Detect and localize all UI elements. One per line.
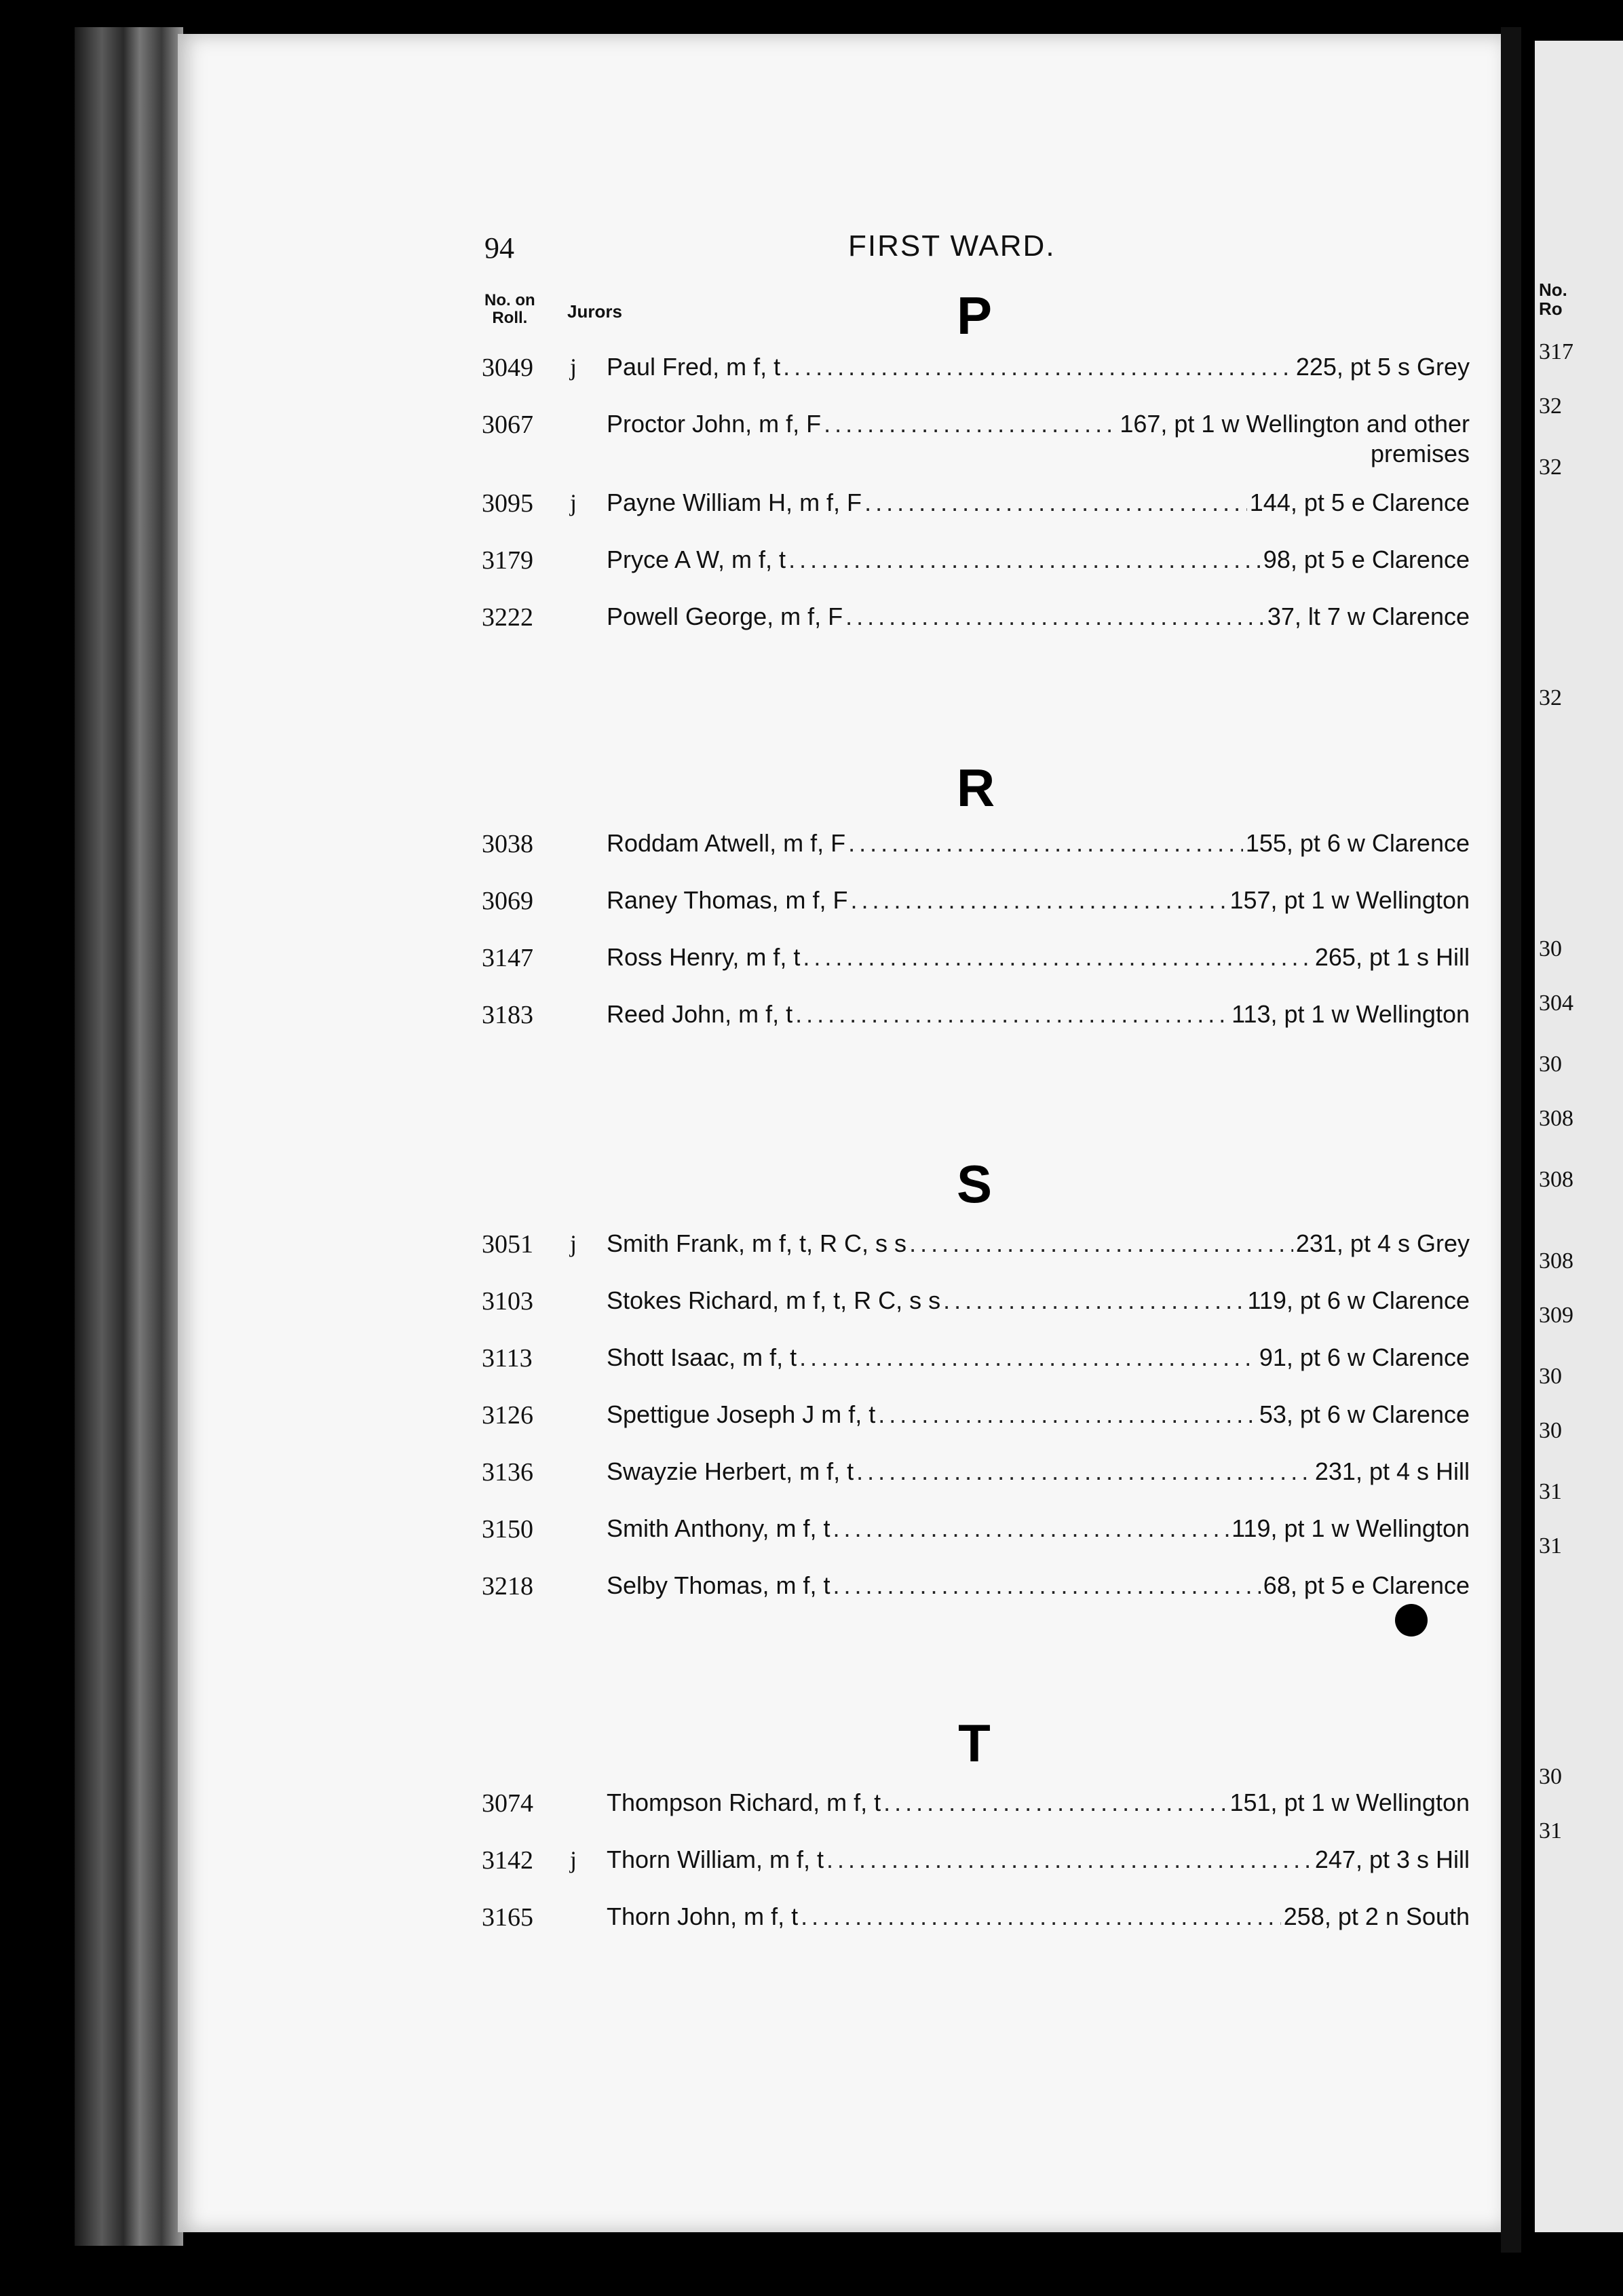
elector-name: Roddam Atwell, m f, F	[607, 829, 846, 857]
roll-entry	[482, 1000, 1470, 1034]
adjacent-page-number: 308	[1539, 1106, 1573, 1131]
page-gutter	[1501, 27, 1521, 2253]
roll-number: 3067	[482, 410, 533, 439]
elector-name: Spettigue Joseph J m f, t	[607, 1400, 876, 1428]
juror-mark: j	[570, 1230, 577, 1257]
elector-name: Shott Isaac, m f, t	[607, 1343, 797, 1371]
adjacent-page	[1535, 41, 1623, 2232]
property-description: 231, pt 4 s Grey	[1295, 1229, 1470, 1257]
elector-name: Reed John, m f, t	[607, 1000, 793, 1028]
roll-entry	[482, 410, 1470, 471]
roll-number: 3051	[482, 1230, 533, 1259]
elector-name: Powell George, m f, F	[607, 602, 843, 630]
property-description: 258, pt 2 n South	[1283, 1902, 1470, 1930]
roll-number: 3126	[482, 1401, 533, 1430]
adjacent-page-number: 30	[1539, 1764, 1562, 1789]
elector-name: Smith Frank, m f, t, R C, s s	[607, 1229, 907, 1257]
elector-name: Raney Thomas, m f, F	[607, 886, 848, 914]
roll-entry	[482, 602, 1470, 636]
roll-entry	[482, 886, 1470, 920]
roll-number: 3095	[482, 489, 533, 518]
roll-entry	[482, 1845, 1470, 1879]
elector-name: Thorn William, m f, t	[607, 1845, 824, 1873]
adjacent-page-number: 304	[1539, 991, 1573, 1016]
roll-entry	[482, 1571, 1470, 1605]
roll-entry	[482, 1229, 1470, 1263]
roll-number: 3147	[482, 944, 533, 972]
ink-blot	[1395, 1604, 1428, 1637]
adjacent-page-number: 32	[1539, 394, 1562, 419]
adjacent-page-number: 30	[1539, 936, 1562, 961]
roll-entry	[482, 1902, 1470, 1936]
elector-name: Thompson Richard, m f, t	[607, 1788, 881, 1816]
adjacent-page-number: 309	[1539, 1303, 1573, 1328]
property-continuation: premises	[1370, 440, 1470, 467]
roll-number: 3142	[482, 1846, 533, 1875]
roll-number: 3038	[482, 830, 533, 858]
property-description: 265, pt 1 s Hill	[1314, 943, 1470, 971]
juror-mark: j	[570, 489, 577, 516]
adjacent-page-number: 31	[1539, 1533, 1562, 1558]
roll-number: 3103	[482, 1287, 533, 1316]
roll-number: 3179	[482, 546, 533, 575]
property-description: 231, pt 4 s Hill	[1314, 1457, 1470, 1485]
adjacent-page-number: 30	[1539, 1052, 1562, 1077]
property-description: 119, pt 6 w Clarence	[1247, 1286, 1470, 1314]
property-description: 247, pt 3 s Hill	[1314, 1845, 1470, 1873]
juror-mark: j	[570, 353, 577, 381]
property-description: 144, pt 5 e Clarence	[1249, 489, 1470, 516]
section-letter: T	[958, 1713, 991, 1773]
property-description: 225, pt 5 s Grey	[1295, 353, 1470, 381]
running-head: FIRST WARD.	[848, 229, 1056, 263]
roll-entry	[482, 1286, 1470, 1320]
roll-number: 3074	[482, 1789, 533, 1818]
elector-name: Payne William H, m f, F	[607, 489, 862, 516]
roll-entry	[482, 1343, 1470, 1377]
elector-name: Selby Thomas, m f, t	[607, 1571, 830, 1599]
roll-number: 3165	[482, 1903, 533, 1932]
section-letter: S	[956, 1154, 993, 1214]
elector-name: Swayzie Herbert, m f, t	[607, 1457, 854, 1485]
adjacent-page-number: 30	[1539, 1364, 1562, 1389]
property-description: 53, pt 6 w Clarence	[1259, 1400, 1470, 1428]
roll-entry	[482, 546, 1470, 579]
adjacent-page-number: 308	[1539, 1248, 1573, 1274]
elector-name: Paul Fred, m f, t	[607, 353, 781, 381]
section-letter: R	[956, 758, 995, 818]
roll-entry	[482, 1400, 1470, 1434]
adjacent-page-number: 308	[1539, 1167, 1573, 1192]
adjacent-page-number: 31	[1539, 1818, 1562, 1843]
roll-number: 3222	[482, 603, 533, 632]
property-description: 68, pt 5 e Clarence	[1263, 1571, 1470, 1599]
column-header-line: Roll.	[492, 309, 528, 327]
adjacent-page-number: 32	[1539, 685, 1562, 710]
property-description: 119, pt 1 w Wellington	[1231, 1514, 1470, 1542]
adjacent-page-number: 30	[1539, 1418, 1562, 1443]
adjacent-page-number: 317	[1539, 339, 1573, 364]
roll-entry	[482, 943, 1470, 977]
property-description: 91, pt 6 w Clarence	[1259, 1343, 1470, 1371]
roll-entry	[482, 829, 1470, 863]
property-description: 167, pt 1 w Wellington and other	[1120, 410, 1470, 438]
adjacent-page-number: 31	[1539, 1479, 1562, 1504]
column-header-roll-number	[484, 292, 535, 327]
elector-name: Ross Henry, m f, t	[607, 943, 801, 971]
column-header-line: No. on	[484, 291, 535, 309]
elector-name: Stokes Richard, m f, t, R C, s s	[607, 1286, 941, 1314]
elector-name: Smith Anthony, m f, t	[607, 1514, 830, 1542]
roll-number: 3049	[482, 353, 533, 382]
roll-entry	[482, 1788, 1470, 1822]
property-description: 98, pt 5 e Clarence	[1263, 546, 1470, 573]
adjacent-page-header: Ro	[1539, 299, 1563, 319]
elector-name: Proctor John, m f, F	[607, 410, 822, 438]
roll-number: 3136	[482, 1458, 533, 1487]
property-description: 37, lt 7 w Clarence	[1267, 602, 1470, 630]
roll-number: 3218	[482, 1572, 533, 1601]
elector-name: Thorn John, m f, t	[607, 1902, 799, 1930]
column-header-jurors: Jurors	[567, 301, 622, 322]
elector-name: Pryce A W, m f, t	[607, 546, 786, 573]
roll-entry	[482, 353, 1470, 387]
roll-entry	[482, 489, 1470, 522]
roll-number: 3113	[482, 1344, 533, 1373]
adjacent-page-header: No.	[1539, 280, 1567, 300]
roll-number: 3069	[482, 887, 533, 915]
juror-mark: j	[570, 1846, 577, 1873]
roll-entry	[482, 1457, 1470, 1491]
property-description: 113, pt 1 w Wellington	[1231, 1000, 1470, 1028]
roll-entry	[482, 1514, 1470, 1548]
property-description: 151, pt 1 w Wellington	[1229, 1788, 1470, 1816]
section-letter: P	[956, 286, 993, 345]
roll-number: 3150	[482, 1515, 533, 1544]
page-number: 94	[484, 231, 514, 265]
property-description: 155, pt 6 w Clarence	[1245, 829, 1470, 857]
roll-number: 3183	[482, 1001, 533, 1029]
book-spine-edge	[75, 27, 183, 2246]
property-description: 157, pt 1 w Wellington	[1229, 886, 1470, 914]
adjacent-page-number: 32	[1539, 455, 1562, 480]
